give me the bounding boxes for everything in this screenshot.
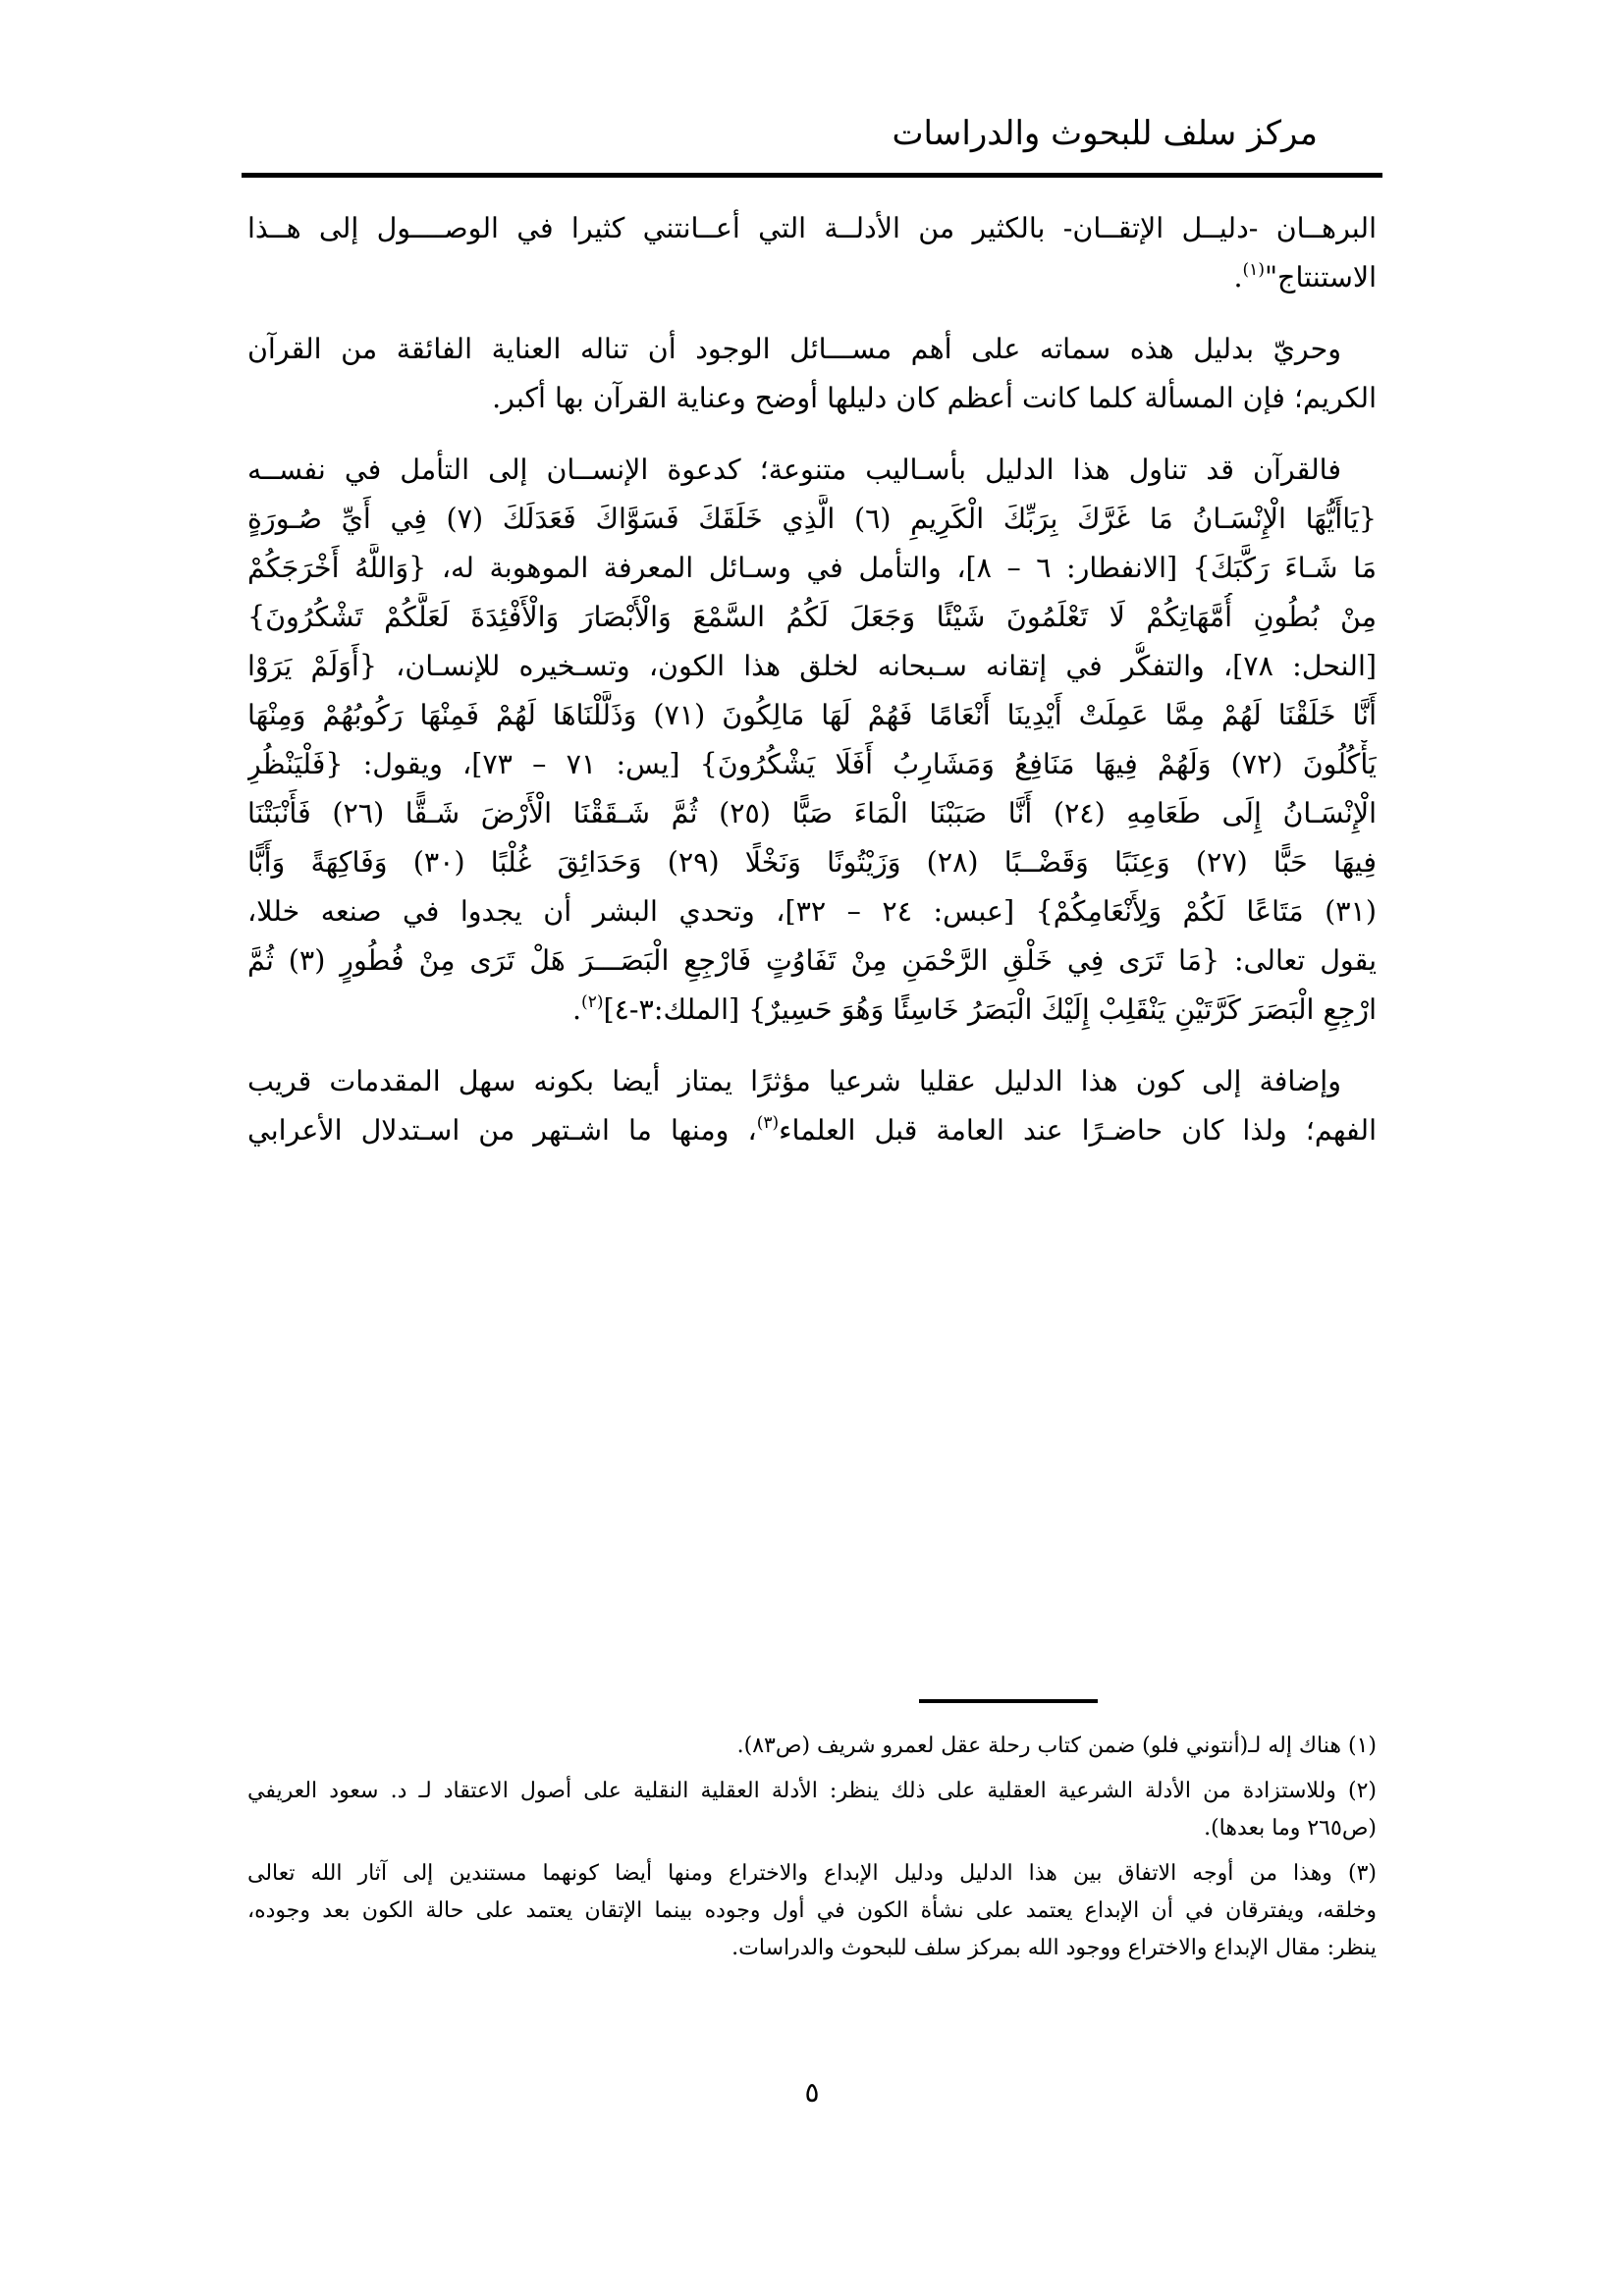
- text-line-content: الاستنتاج": [1264, 261, 1377, 294]
- quran-verse-line: الْإِنْسَـانُ إِلَى طَعَامِهِ (٢٤) أَنَّا صَبَبْنَا الْمَاءَ صَبًّا (٢٥) ثُمَّ شَـقَقْنَا الْأَرْضَ شَـقًّا (٢٦) فَأَنْبَتْنَا: [247, 797, 1377, 829]
- text-line: فالقرآن قد تناول هذا الدليل بأسـاليب متنوعة؛ كدعوة الإنســان إلى التأمل في نفســه: [247, 454, 1341, 486]
- text-tail: ، ومنها ما اشـتهر من اسـتدلال الأعرابي: [247, 1114, 757, 1147]
- paragraph-1: [247, 204, 1377, 302]
- body-text: [247, 204, 1377, 1178]
- footnote-line: (١) هناك إله لـ(أنتوني فلو) ضمن كتاب رحلة عقل لعمرو شريف (ص٨٣).: [736, 1734, 1377, 1758]
- footnote-ref[interactable]: (٣): [756, 1113, 780, 1133]
- text-line: وإضافة إلى كون هذا الدليل عقليا شرعيا مؤثرًا يمتاز أيضا بكونه سهل المقدمات قريب: [247, 1065, 1341, 1097]
- footnote-line: ينظر: مقال الإبداع والاختراع ووجود الله بمركز سلف للبحوث والدراسات.: [731, 1936, 1377, 1960]
- quran-verse-line: مِنْ بُطُونِ أُمَّهَاتِكُمْ لَا تَعْلَمُونَ شَيْئًا وَجَعَلَ لَكُمُ السَّمْعَ وَالْأَبْصَارَ وَالْأَفْئِدَةَ لَعَلَّكُمْ تَشْكُرُونَ}: [247, 601, 1377, 633]
- running-header-title: مركز سلف للبحوث والدراسات: [892, 114, 1318, 153]
- text-line: وحريّ بدليل هذه سماته على أهم مســـائل الوجود أن تناله العناية الفائقة من القرآن: [247, 333, 1341, 365]
- footnote-ref[interactable]: (١): [1242, 260, 1265, 280]
- quran-verse-line: يَأْكُلُونَ (٧٢) وَلَهُمْ فِيهَا مَنَافِعُ وَمَشَارِبُ أَفَلَا يَشْكُرُونَ} [يس: ٧١ – ٧٣]، ويقول: {فَلْيَنْظُرِ: [247, 748, 1377, 780]
- footnote-separator: [919, 1699, 1098, 1703]
- text-line-content: الفهم؛ ولذا كان حاضـرًا عند العامة قبل العلماء: [779, 1114, 1377, 1147]
- quran-verse-line: أَنَّا خَلَقْنَا لَهُمْ مِمَّا عَمِلَتْ أَيْدِينَا أَنْعَامًا فَهُمْ لَهَا مَالِكُونَ (٧١) وَذَلَّلْنَاهَا لَهُمْ فَمِنْهَا رَكُوبُهُمْ وَمِنْهَا: [247, 699, 1377, 731]
- text-line: [النحل: ٧٨]، والتفكُّر في إتقانه سـبحانه لخلق هذا الكون، وتسـخيره للإنسـان، {أَوَلَمْ يَرَوْا: [247, 650, 1377, 682]
- quran-verse-line: [247, 986, 1377, 1035]
- footnote-line: (٢) وللاستزادة من الأدلة الشرعية العقلية على ذلك ينظر: الأدلة العقلية النقلية على أصول الاعتقاد لـ د. سعود العريفي: [247, 1779, 1377, 1803]
- header-rule: [242, 173, 1382, 178]
- footnote-line: (ص٢٦٥ وما بعدها).: [1204, 1816, 1377, 1841]
- footnote-ref[interactable]: (٢): [581, 992, 604, 1012]
- text-line: [247, 253, 1377, 302]
- quran-verse-line: فِيهَا حَبًّا (٢٧) وَعِنَبًا وَقَضْــبًا (٢٨) وَزَيْتُونًا وَنَخْلًا (٢٩) وَحَدَائِقَ غُلْبًا (٣٠) وَفَاكِهَةً وَأَبًّا: [247, 846, 1377, 879]
- quran-verse-line: يقول تعالى: {مَا تَرَى فِي خَلْقِ الرَّحْمَنِ مِنْ تَفَاوُتٍ فَارْجِعِ الْبَصَـــرَ هَلْ تَرَى مِنْ فُطُورٍ (٣) ثُمَّ: [247, 944, 1377, 977]
- page-number: ٥: [804, 2076, 820, 2109]
- paragraph-3: [247, 446, 1377, 1035]
- text-line: الكريم؛ فإن المسألة كلما كانت أعظم كان دليلها أوضح وعناية القرآن بها أكبر.: [492, 382, 1377, 414]
- footnote-line: (٣) وهذا من أوجه الاتفاق بين هذا الدليل ودليل الإبداع والاختراع ومنها أيضا كونهما مستندين إلى آثار الله تعالى: [247, 1861, 1377, 1886]
- text-line: البرهــان -دليــل الإتقــان- بالكثير من الأدلــة التي أعــانتني كثيرا في الوصــــول إلى هــذا: [247, 212, 1377, 244]
- quran-verse-line: (٣١) مَتَاعًا لَكُمْ وَلِأَنْعَامِكُمْ} [عبس: ٢٤ – ٣٢]، وتحدي البشر أن يجدوا في صنعه خللا،: [247, 895, 1377, 928]
- text-tail: .: [1233, 261, 1243, 294]
- footnote-3: [247, 1855, 1377, 1967]
- footnotes: [247, 1728, 1377, 1975]
- footnote-2: [247, 1773, 1377, 1847]
- quran-verse-line: {يَاأَيُّهَا الْإِنْسَـانُ مَا غَرَّكَ بِرَبِّكَ الْكَرِيمِ (٦) الَّذِي خَلَقَكَ فَسَوَّاكَ فَعَدَلَكَ (٧) فِي أَيِّ صُـورَةٍ: [247, 503, 1377, 535]
- footnote-1: [247, 1728, 1377, 1765]
- text-line: [247, 1106, 1377, 1155]
- footnote-line: وخلقه، ويفترقان في أن الإبداع يعتمد على نشأة الكون في أول وجوده بينما الإتقان يعتمد على حالة الكون بعد وجوده،: [247, 1898, 1377, 1923]
- text-line-content: ارْجِعِ الْبَصَرَ كَرَّتَيْنِ يَنْقَلِبْ إِلَيْكَ الْبَصَرُ خَاسِئًا وَهُوَ حَسِيرٌ} [الملك:٣-٤]: [603, 993, 1377, 1026]
- paragraph-2: [247, 325, 1377, 423]
- paragraph-4: [247, 1057, 1377, 1155]
- quran-verse-line: مَا شَـاءَ رَكَّبَكَ} [الانفطار: ٦ – ٨]، والتأمل في وسـائل المعرفة الموهوبة له، {وَاللَّهُ أَخْرَجَكُمْ: [247, 552, 1377, 584]
- text-tail: .: [571, 993, 582, 1026]
